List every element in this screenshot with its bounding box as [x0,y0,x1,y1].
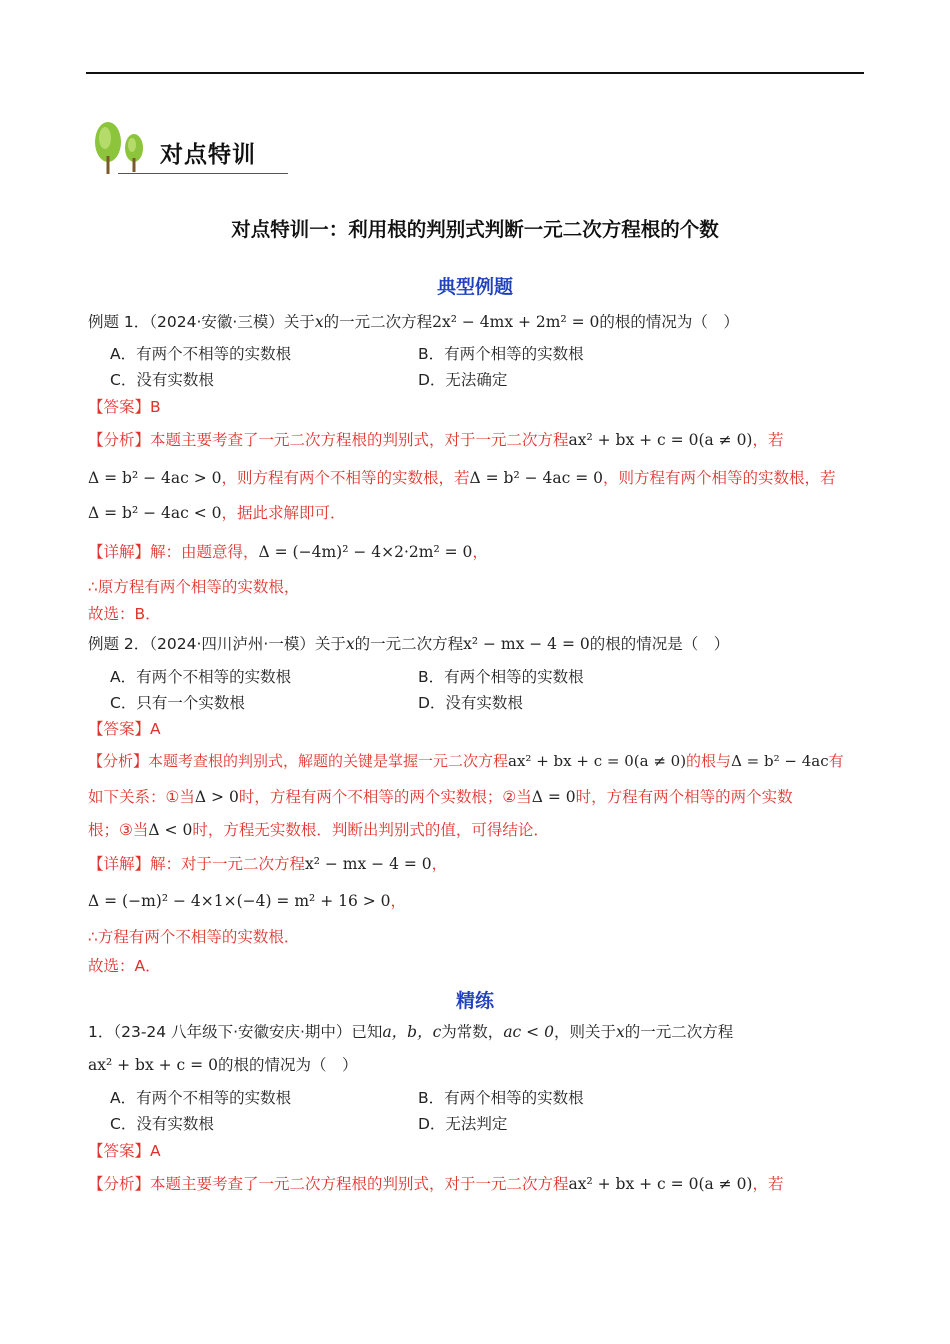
p1-answer: 【答案】A [88,1142,161,1160]
ex2-analysis-line1: 【分析】本题考查根的判别式，解题的关键是掌握一元二次方程ax² + bx + c = 0(a ≠ 0)的根与Δ = b² − 4ac有 [88,752,844,770]
p1-stem-line1: 1．（23-24 八年级下·安徽安庆·期中）已知a，b，c为常数，ac < 0，则关于x的一元二次方程 [88,1023,734,1041]
section-title: 对点特训一：利用根的判别式判断一元二次方程根的个数 [231,218,719,241]
ex2-calculation: Δ = (−m)² − 4×1×(−4) = m² + 16 > 0， [88,892,407,910]
ex2-option-d: D．没有实数根 [418,694,523,712]
p1-option-c: C．没有实数根 [110,1115,214,1133]
ex2-detail: 【详解】解：对于一元二次方程x² − mx − 4 = 0， [88,855,448,873]
p1-stem-line2: ax² + bx + c = 0的根的情况为（ ） [88,1056,358,1074]
ex2-answer: 【答案】A [88,720,161,738]
ex1-option-a: A．有两个不相等的实数根 [110,345,292,363]
logo-title: 对点特训 [160,142,256,168]
ex1-option-b: B．有两个相等的实数根 [418,345,584,363]
ex2-stem: 例题 2．（2024·四川泸州·一模）关于x的一元二次方程x² − mx − 4 = 0的根的情况是（ ） [88,635,730,653]
header-rule [86,72,864,74]
ex2-analysis-line2: 如下关系：①当Δ > 0时，方程有两个不相等的两个实数根；②当Δ = 0时，方程有两个相等的两个实数 [88,788,793,806]
ex1-analysis-line1: 【分析】本题主要考查了一元二次方程根的判别式，对于一元二次方程ax² + bx + c = 0(a ≠ 0)，若 [88,431,784,449]
practice-heading: 精练 [455,990,494,1012]
typical-heading: 典型例题 [436,276,513,298]
ex2-analysis-line3: 根；③当Δ < 0时，方程无实数根．判断出判别式的值，可得结论． [88,821,549,839]
ex2-equation: x² − mx − 4 = 0 [463,635,590,653]
ex1-conclusion: ∴原方程有两个相等的实数根， [88,578,300,596]
p1-option-d: D．无法判定 [418,1115,508,1133]
ex1-equation: 2x² − 4mx + 2m² = 0 [432,313,600,331]
ex1-choice: 故选：B． [88,605,161,623]
p1-analysis-line1: 【分析】本题主要考查了一元二次方程根的判别式，对于一元二次方程ax² + bx + c = 0(a ≠ 0)，若 [88,1175,784,1193]
ex2-option-b: B．有两个相等的实数根 [418,668,584,686]
ex1-detail: 【详解】解：由题意得，Δ = (−4m)² − 4×2·2m² = 0， [88,543,488,561]
ex1-option-c: C．没有实数根 [110,371,214,389]
logo-underline [118,173,288,174]
ex1-answer: 【答案】B [88,398,161,416]
ex2-conclusion: ∴方程有两个不相等的实数根． [88,928,300,946]
ex1-stem: 例题 1．（2024·安徽·三模）关于x的一元二次方程2x² − 4mx + 2m² = 0的根的情况为（ ） [88,313,739,331]
ex1-analysis-line2: Δ = b² − 4ac > 0，则方程有两个不相等的实数根，若Δ = b² − 4ac = 0，则方程有两个相等的实数根，若 [88,469,836,487]
ex2-choice: 故选：A． [88,957,161,975]
p1-option-b: B．有两个相等的实数根 [418,1089,584,1107]
ex1-option-d: D．无法确定 [418,371,508,389]
ex2-option-c: C．只有一个实数根 [110,694,245,712]
p1-option-a: A．有两个不相等的实数根 [110,1089,292,1107]
ex2-option-a: A．有两个不相等的实数根 [110,668,292,686]
ex1-analysis-line3: Δ = b² − 4ac < 0，据此求解即可． [88,504,346,522]
